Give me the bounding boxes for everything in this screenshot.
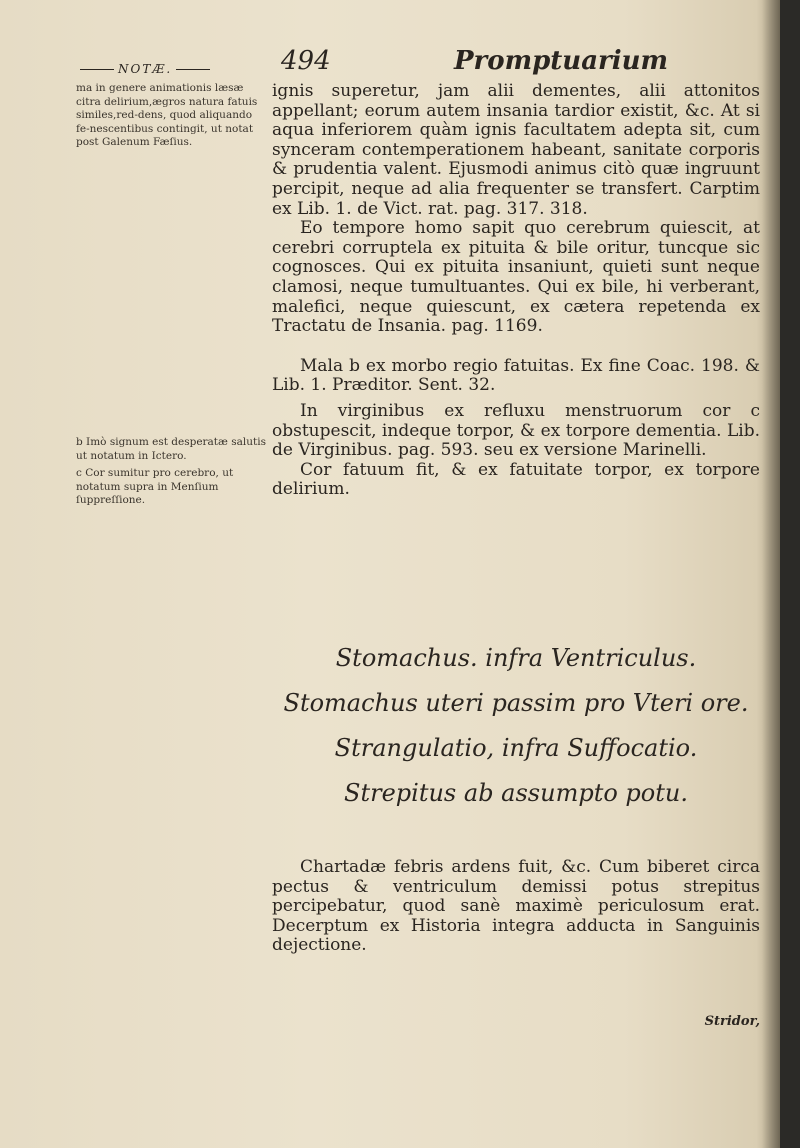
entry-heading: Stomachus. infra Ventriculus. bbox=[335, 644, 697, 672]
main-paragraph: ignis superetur, jam alii dementes, alii attonitos appellant; eorum autem insania tardior existit, &c. At si aqua inferiorem quàm ignis facultatem adepta sit, cum synceram contemperationem habeant, sanitate corporis & prudentia valent. Ejusmodi animus citò quæ ingruunt percipit, neque ad alia frequenter se transfert. Carptim ex Lib. 1. de Vict. rat. pag. 317. 318. bbox=[272, 81, 760, 219]
notae-label: NOTÆ. bbox=[76, 62, 214, 76]
margin-note-b: b Imò signum est desperatæ salutis ut notatum in Ictero. bbox=[76, 436, 266, 462]
entry-heading: Strangulatio, infra Suffocatio. bbox=[334, 734, 698, 762]
main-paragraph: In virginibus ex refluxu menstruorum cor c obstupescit, indeque torpor, & ex torpore dementia. Lib. de Virginibus. pag. 593. seu ex versione Marinelli. bbox=[272, 400, 760, 461]
catchword: Stridor, bbox=[704, 1014, 760, 1029]
main-text-block bbox=[272, 82, 760, 500]
main-paragraph: Cor fatuum fit, & ex fatuitate torpor, ex torpore delirium. bbox=[272, 459, 760, 500]
entry-heading: Stomachus uteri passim pro Vteri ore. bbox=[283, 689, 749, 717]
lower-text-block bbox=[272, 858, 760, 956]
page-number: 494 bbox=[281, 46, 331, 76]
main-paragraph: Mala b ex morbo regio fatuitas. Ex fine Coac. 198. & Lib. 1. Præditor. Sent. 32. bbox=[272, 355, 760, 396]
page-edge-shadow bbox=[762, 0, 780, 1148]
entry-heading: Strepitus ab assumpto potu. bbox=[344, 779, 688, 807]
main-paragraph: Eo tempore homo sapit quo cerebrum quiescit, at cerebri corruptela ex pituita & bile oritur, tuncque sic cognosces. Qui ex pituita insaniunt, quieti sunt neque clamosi, neque tumultuantes. Qui ex bile, hi verberant, malefici, neque quiescunt, ex cætera repetenda ex Tractatu de Insania. pag. 1169. bbox=[272, 218, 760, 337]
margin-note-c: c Cor sumitur pro cerebro, ut notatum supra in Menſium ſuppreſſione. bbox=[76, 467, 234, 506]
margin-note: ma in genere animationis læsæ citra delirium,ægros natura fatuis similes,red-dens, quod aliquando fe-nescentibus contingit, ut notat post Galenum Fæſius. bbox=[76, 82, 258, 148]
lower-paragraph: Chartadæ febris ardens fuit, &c. Cum biberet circa pectus & ventriculum demissi potus strepitus percipebatur, quod sanè maximè periculosum erat. Decerptum ex Historia integra adducta in Sanguinis dejectione. bbox=[272, 857, 760, 956]
margin-notes-middle bbox=[76, 436, 266, 512]
entry-headings bbox=[272, 636, 760, 816]
margin-notes-top bbox=[76, 82, 266, 154]
page-header bbox=[76, 44, 756, 84]
running-title: Promptuarium bbox=[454, 46, 669, 76]
